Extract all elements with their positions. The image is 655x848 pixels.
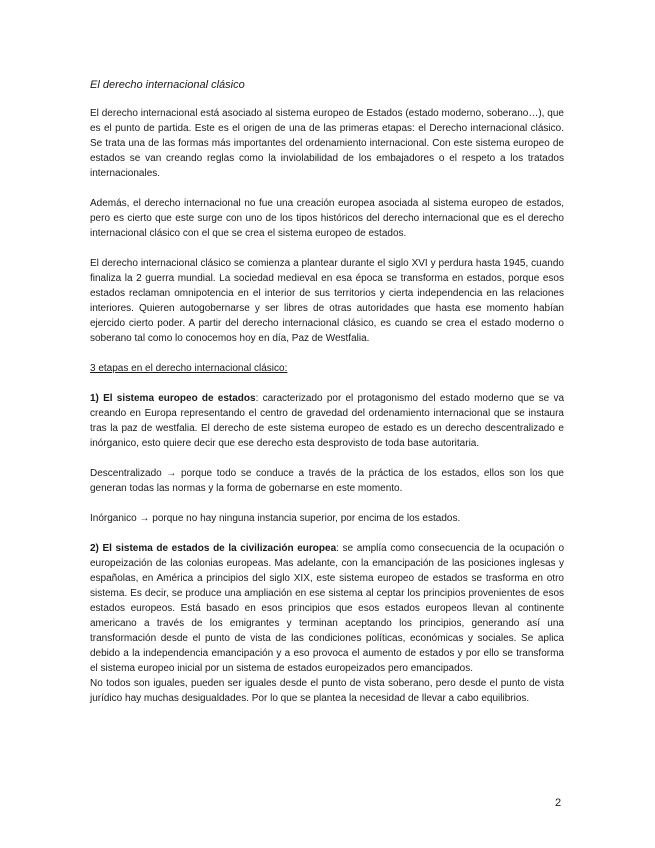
paragraph-stage-1: [90, 391, 564, 451]
stage-1-text: : caracterizado por el protagonismo del estado moderno que se va creando en Europa representando el centro de gravedad del ordenamiento internacional que se instaura tras la paz de westfalia. El derecho de este sistema europeo de estado es un derecho descentralizado e inórganico, esto quiere decir que ese derecho esta desprovisto de toda base autoritaria.: [90, 393, 565, 449]
paragraph-history: El derecho internacional clásico se comienza a plantear durante el siglo XVI y perdura hasta 1945, cuando finaliza la 2 guerra mundial. La sociedad medieval en esa época se transforma en estados, porque esos estados reclaman omnipotencia en el interior de sus territorios y cierta independencia en las relaciones interiores. Quieren autogobernarse y ser libres de otras autoridades que hasta ese momento habían ejercido cierto poder. A partir del derecho internacional clásico, es cuando se crea el estado moderno o soberano tal como lo conocemos hoy en día, Paz de Westfalia.: [90, 258, 564, 344]
paragraph-inorganic: Inórganico → porque no hay ninguna instancia superior, por encima de los estados.: [90, 513, 461, 524]
page-content: [90, 78, 564, 721]
paragraph-origin: Además, el derecho internacional no fue una creación europea asociada al sistema europeo de estados, pero es cierto que este surge con uno de los tipos históricos del derecho internacional que es el derecho internacional clásico con el que se crea el sistema europeo de estados.: [90, 198, 564, 239]
paragraph-decentralized: Descentralizado → porque todo se conduce a través de la práctica de los estados, ellos son los que generan todas las normas y la forma de gobernarse en este momento.: [90, 468, 564, 494]
stage-1-label: 1) El sistema europeo de estados: [90, 393, 256, 404]
document-title: El derecho internacional clásico: [90, 79, 245, 91]
page-number: 2: [555, 797, 562, 809]
stage-2-label: 2) El sistema de estados de la civilización europea: [90, 543, 337, 554]
paragraph-intro: El derecho internacional está asociado al sistema europeo de Estados (estado moderno, soberano…), que es el punto de partida. Este es el origen de una de las primeras etapas: el Derecho internacional clásico. Se trata una de las formas más importantes del ordenamiento internacional. Con este sistema europeo de estados se van creando reglas como la inviolabilidad de los embajadores o el respeto a los tratados internacionales.: [90, 108, 564, 179]
paragraph-inequalities: No todos son iguales, pueden ser iguales desde el punto de vista soberano, pero desde el punto de vista jurídico hay muchas desigualdades. Por lo que se plantea la necesidad de llevar a cabo equilibrios.: [90, 678, 564, 704]
paragraph-stage-2: [90, 541, 564, 676]
stage-2-text: : se amplía como consecuencia de la ocupación o europeización de las colonias europeas. Mas adelante, con la emancipación de las posiciones inglesas y españolas, en América a principios del siglo XIX, este sistema europeo de estados se trasforma en otro sistema. Es decir, se produce una ampliación en ese sistema al ceptar los principios provenientes de esos estados europeos. Está basado en esos principios que esos estados europeos llevan al continente americano a través de los emigrantes y terminan aceptando los principios, generando así una transformación desde el punto de vista de las condiciones políticas, económicas y sociales. Se aplica debido a la independencia emancipación y a eso provoca el aumento de estados y por ello se transforma el sistema europeo inicial por un sistema de estados europeizados pero emancipados.: [90, 543, 565, 674]
stages-heading: 3 etapas en el derecho internacional clásico:: [90, 363, 288, 374]
